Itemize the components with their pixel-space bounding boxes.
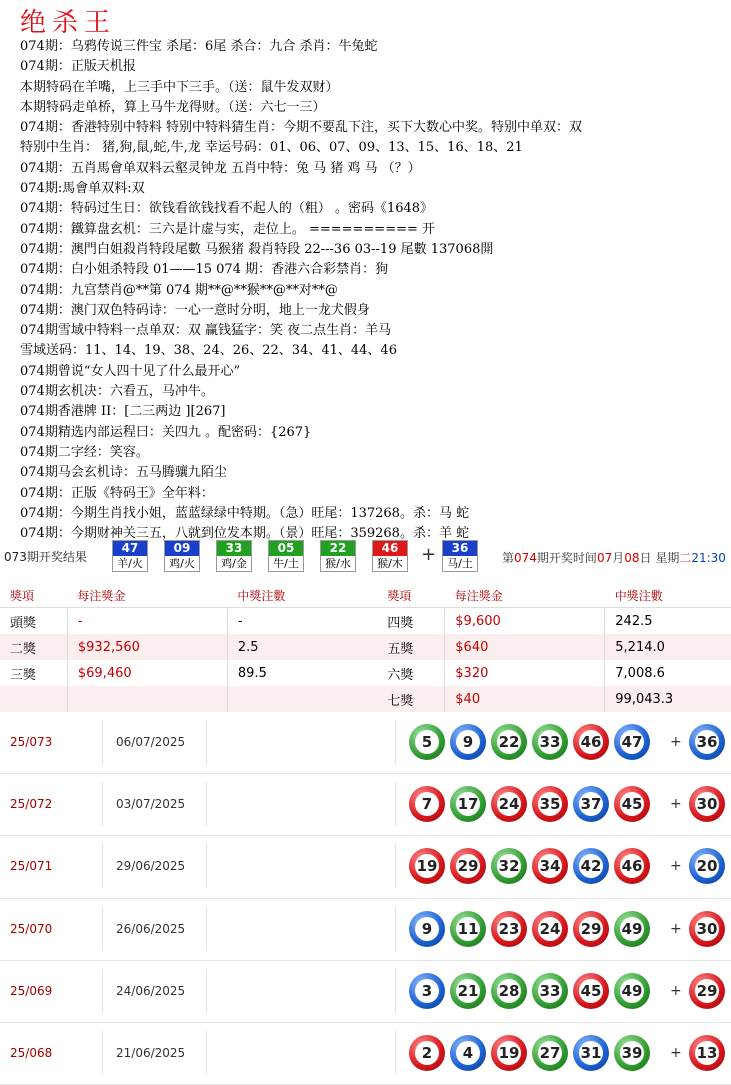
history-period: 25/072 — [10, 797, 53, 812]
prize-cell: 242.5 — [615, 613, 653, 629]
last-draw-result-bar — [0, 538, 731, 574]
history-row — [0, 961, 731, 1023]
ball-number: 9 — [415, 917, 439, 941]
history-period: 25/073 — [10, 735, 53, 749]
ball-number: 46 — [620, 854, 644, 878]
draw-ball-zodiac: 羊/火 — [113, 556, 147, 571]
column-divider — [206, 907, 207, 951]
history-ball — [409, 1035, 445, 1071]
history-ball — [614, 911, 650, 947]
tip-line: 本期特码走单桥，算上马牛龙得财。（送：六七一三） — [20, 99, 326, 115]
prediction-tips-list — [20, 37, 725, 544]
ball-number: 35 — [538, 792, 562, 816]
ball-number: 49 — [620, 979, 644, 1003]
column-divider — [395, 782, 396, 826]
prize-cell: 五獎 — [377, 634, 444, 660]
ball-number: 4 — [456, 1041, 480, 1065]
prize-table — [0, 583, 731, 712]
draw-ball-zodiac: 牛/土 — [269, 556, 303, 571]
ball-number: 20 — [695, 854, 719, 878]
tip-line: 074期二字经：笑容。 — [20, 444, 149, 460]
plus-sign: + — [670, 920, 682, 937]
history-ball — [450, 848, 486, 884]
column-divider — [102, 844, 103, 888]
history-ball — [409, 911, 445, 947]
ball-number: 31 — [579, 1041, 603, 1065]
history-ball — [614, 848, 650, 884]
prize-row — [0, 660, 731, 686]
prize-cell: $640 — [445, 634, 605, 660]
history-ball — [532, 973, 568, 1009]
tip-line: 074期曾说“女人四十见了什么最开心” — [20, 363, 241, 379]
tip-line: 074期：澳门双色特码诗：一心一意时分明，地上一龙犬假身 — [20, 302, 370, 318]
tip-line: 074期:馬會单双料:双 — [20, 181, 145, 197]
history-ball — [450, 973, 486, 1009]
tip-line: 特别中生肖： 猪,狗,鼠,蛇,牛,龙 幸运号码：01、06、07、09、13、15、16、18、21 — [20, 140, 523, 156]
history-ball — [573, 1035, 609, 1071]
ball-number: 5 — [415, 730, 439, 754]
draw-ball — [216, 540, 252, 572]
history-ball — [491, 911, 527, 947]
history-row — [0, 774, 731, 836]
history-ball — [491, 1035, 527, 1071]
draw-ball-zodiac: 鸡/金 — [217, 556, 251, 571]
prize-cell: 四獎 — [377, 608, 444, 635]
prize-cell: $320 — [445, 660, 605, 686]
prize-cell: 頭獎 — [0, 608, 67, 635]
ball-number: 29 — [695, 979, 719, 1003]
prize-header-cell: 中獎注數 — [605, 583, 731, 608]
column-divider — [206, 720, 207, 764]
history-ball — [532, 848, 568, 884]
prize-cell: - — [237, 613, 243, 629]
history-ball — [409, 786, 445, 822]
ball-number: 19 — [497, 1041, 521, 1065]
draw-ball-zodiac: 猴/水 — [321, 556, 355, 571]
draw-ball-number: 22 — [321, 541, 355, 556]
next-draw-clock: 21:30 — [691, 551, 726, 565]
tip-line: 074期精选内部运程曰：关四九 。配密码：{267} — [20, 424, 312, 440]
prize-header-cell: 每注獎金 — [67, 583, 227, 608]
plus-sign: + — [421, 544, 437, 565]
ball-number: 11 — [456, 917, 480, 941]
ball-number: 27 — [538, 1041, 562, 1065]
prize-row — [0, 686, 731, 712]
tip-line: 074期：特码过生日：欲钱看欲钱找看不起人的（粗） 。密码《1648》 — [20, 201, 434, 217]
draw-ball — [164, 540, 200, 572]
draw-ball-number: 05 — [269, 541, 303, 556]
column-divider — [206, 1031, 207, 1075]
history-ball — [409, 973, 445, 1009]
ball-number: 24 — [538, 917, 562, 941]
ball-number: 32 — [497, 854, 521, 878]
ball-number: 49 — [620, 917, 644, 941]
prize-cell: 89.5 — [237, 665, 267, 681]
ball-number: 37 — [579, 792, 603, 816]
plus-sign: + — [670, 796, 682, 813]
history-ball — [532, 724, 568, 760]
draw-ball-zodiac: 猴/木 — [373, 556, 407, 571]
history-special-ball — [689, 724, 725, 760]
tip-line: 074期：今期生肖找小姐，蓝蓝绿绿中特期。（急）旺尾：137268。杀：马 蛇 — [20, 505, 470, 521]
tip-line: 本期特码在羊嘴，上三手中下三手。（送：鼠牛发双财） — [20, 79, 339, 95]
next-draw-weekday: 二 — [679, 551, 692, 565]
ball-number: 9 — [456, 730, 480, 754]
ball-number: 19 — [415, 854, 439, 878]
draw-ball-number: 46 — [373, 541, 407, 556]
history-ball — [532, 786, 568, 822]
history-ball — [532, 911, 568, 947]
history-date: 24/06/2025 — [116, 983, 186, 998]
ball-number: 21 — [456, 979, 480, 1003]
history-ball — [532, 1035, 568, 1071]
ball-number: 33 — [538, 730, 562, 754]
history-ball — [614, 1035, 650, 1071]
ball-number: 13 — [695, 1041, 719, 1065]
next-draw-time: 第074期开奖时间07月08日 星期二21:30 — [502, 551, 726, 565]
ball-number: 36 — [695, 730, 719, 754]
tip-line: 雪域送码：11、14、19、38、24、26、22、34、41、44、46 — [20, 343, 397, 359]
history-ball — [491, 848, 527, 884]
draw-ball — [320, 540, 356, 572]
tip-line: 074期香港牌 II：[二三两边 ][267] — [20, 404, 226, 420]
draw-ball-number: 09 — [165, 541, 199, 556]
ball-number: 39 — [620, 1041, 644, 1065]
history-date: 21/06/2025 — [116, 1045, 186, 1060]
prize-cell: $9,600 — [445, 608, 605, 635]
prize-cell: 7,008.6 — [615, 665, 665, 681]
history-date: 29/06/2025 — [116, 859, 186, 874]
tip-line: 074期：正版天机报 — [20, 59, 136, 75]
ball-number: 34 — [538, 854, 562, 878]
page-title: 绝杀王 — [20, 8, 117, 38]
next-draw-month: 07 — [596, 551, 613, 565]
tip-line: 074期：澳門白姐殺肖特段尾數 马猴猪 殺肖特段 22---36 03--19 尾數 137068開 — [20, 241, 494, 257]
history-date: 03/07/2025 — [116, 797, 186, 812]
history-ball — [450, 724, 486, 760]
draw-ball — [372, 540, 408, 572]
draw-ball-zodiac: 马/土 — [443, 556, 477, 571]
prize-cell: $69,460 — [67, 660, 227, 686]
history-row — [0, 712, 731, 774]
history-ball — [614, 724, 650, 760]
ball-number: 45 — [620, 792, 644, 816]
draw-ball-number: 47 — [113, 541, 147, 556]
history-date: 06/07/2025 — [116, 735, 186, 749]
column-divider — [206, 969, 207, 1013]
column-divider — [102, 969, 103, 1013]
column-divider — [102, 907, 103, 951]
draw-ball-zodiac: 鸡/火 — [165, 556, 199, 571]
prize-cell: - — [67, 608, 227, 635]
prize-row — [0, 608, 731, 635]
prize-cell: 七獎 — [377, 686, 444, 712]
prize-cell: 99,043.3 — [605, 686, 731, 712]
history-ball — [450, 786, 486, 822]
prize-cell: 三獎 — [0, 660, 67, 686]
plus-sign: + — [670, 1044, 682, 1061]
tip-line: 074期：乌鸦传说三件宝 杀尾：6尾 杀合：九合 杀肖：牛兔蛇 — [20, 39, 378, 54]
history-special-ball — [689, 973, 725, 1009]
prize-cell: $40 — [445, 686, 605, 712]
tip-line: 074期玄机决：六看五，马冲牛。 — [20, 384, 214, 400]
column-divider — [102, 720, 103, 764]
column-divider — [206, 782, 207, 826]
draw-ball-number: 33 — [217, 541, 251, 556]
next-draw-period: 074 — [514, 551, 537, 565]
ball-number: 7 — [415, 792, 439, 816]
draw-ball — [112, 540, 148, 572]
prize-cell — [0, 686, 67, 712]
ball-number: 23 — [497, 917, 521, 941]
history-special-ball — [689, 848, 725, 884]
history-ball — [573, 724, 609, 760]
plus-sign: + — [670, 982, 682, 999]
history-ball — [491, 724, 527, 760]
tip-line: 074期：五肖馬會单双料云壑灵钟龙 五肖中特：兔 马 猪 鸡 马 （？） — [20, 160, 421, 176]
prize-cell: 六獎 — [377, 660, 444, 686]
plus-sign: + — [670, 858, 682, 875]
prize-cell — [67, 686, 227, 712]
ball-number: 2 — [415, 1041, 439, 1065]
history-ball — [573, 848, 609, 884]
draw-ball — [268, 540, 304, 572]
history-ball — [614, 786, 650, 822]
prize-cell: 2.5 — [227, 634, 377, 660]
prize-header-cell: 每注獎金 — [445, 583, 605, 608]
draw-history-list — [0, 712, 731, 1085]
column-divider — [102, 782, 103, 826]
draw-special-ball — [442, 540, 478, 572]
column-divider — [395, 1031, 396, 1075]
prize-cell: $932,560 — [67, 634, 227, 660]
ball-number: 29 — [456, 854, 480, 878]
history-ball — [491, 973, 527, 1009]
plus-sign: + — [670, 734, 682, 750]
history-ball — [409, 848, 445, 884]
draw-ball-number: 36 — [443, 541, 477, 556]
history-period: 25/068 — [10, 1045, 53, 1060]
history-ball — [573, 973, 609, 1009]
column-divider — [395, 907, 396, 951]
history-special-ball — [689, 911, 725, 947]
prize-row — [0, 634, 731, 660]
prize-header-cell: 獎項 — [0, 583, 67, 608]
history-ball — [573, 911, 609, 947]
ball-number: 30 — [695, 792, 719, 816]
column-divider — [206, 844, 207, 888]
tip-line: 074期：鐵算盘玄机：三六是计虚与实，走位上。 ========== 开 — [20, 221, 436, 237]
history-ball — [409, 724, 445, 760]
prize-header-cell: 獎項 — [377, 583, 444, 608]
history-period: 25/071 — [10, 859, 53, 874]
prize-cell — [227, 686, 377, 712]
ball-number: 17 — [456, 792, 480, 816]
history-ball — [450, 911, 486, 947]
history-ball — [573, 786, 609, 822]
tip-line: 074期马会玄机诗：五马腾骧九陌尘 — [20, 465, 227, 481]
history-row — [0, 836, 731, 898]
prize-cell: 二獎 — [0, 634, 67, 660]
prize-cell: 5,214.0 — [605, 634, 731, 660]
tip-line: 074期：九宫禁肖@**第 074 期**@**猴**@**对**@ — [20, 282, 338, 298]
column-divider — [395, 720, 396, 764]
prize-header-cell: 中獎注數 — [227, 583, 377, 608]
next-draw-day: 08 — [624, 551, 640, 565]
prize-table-header — [0, 583, 731, 608]
tip-line: 074期：今期财神关三五，八就到位发本期。（景）旺尾：359268。杀：羊 蛇 — [20, 526, 470, 542]
history-ball — [614, 973, 650, 1009]
history-special-ball — [689, 786, 725, 822]
ball-number: 33 — [538, 979, 562, 1003]
history-ball — [450, 1035, 486, 1071]
tip-line: 074期：香港特别中特料 特别中特料猜生肖：今期不要乱下注，买下大数心中奖。特别中单双：双 — [20, 120, 582, 136]
ball-number: 3 — [415, 979, 439, 1003]
ball-number: 28 — [497, 979, 521, 1003]
ball-number: 24 — [497, 792, 521, 816]
last-draw-label: 073期开奖结果 — [4, 550, 87, 564]
history-period: 25/070 — [10, 921, 53, 936]
column-divider — [395, 969, 396, 1013]
ball-number: 29 — [579, 917, 603, 941]
history-special-ball — [689, 1035, 725, 1071]
history-ball — [491, 786, 527, 822]
tip-line: 074期：正版《特码王》全年料： — [20, 485, 214, 501]
ball-number: 30 — [695, 917, 719, 941]
ball-number: 45 — [579, 979, 603, 1003]
column-divider — [102, 1031, 103, 1075]
ball-number: 22 — [497, 730, 521, 754]
history-row — [0, 899, 731, 961]
history-date: 26/06/2025 — [116, 921, 186, 936]
ball-number: 42 — [579, 854, 603, 878]
tip-line: 074期：白小姐杀特段 01——15 074 期：香港六合彩禁肖：狗 — [20, 262, 389, 278]
tip-line: 074期雪域中特料一点单双：双 赢钱猛字：笑 夜二点生肖：羊马 — [20, 323, 392, 339]
column-divider — [395, 844, 396, 888]
ball-number: 46 — [579, 730, 603, 754]
history-period: 25/069 — [10, 983, 53, 998]
ball-number: 47 — [620, 730, 644, 754]
